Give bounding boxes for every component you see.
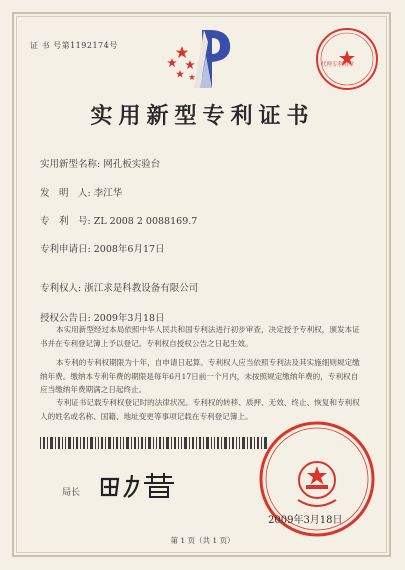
agent-seal-icon [314, 26, 380, 92]
field-label: 发 明 人: [40, 188, 91, 199]
application-date-row [40, 241, 165, 255]
body-paragraph: 专利证书记载专利权登记时的法律状况。专利权的转移、质押、无效、终止、恢复和专利权人的姓名或名称、国籍、地址变更等事项记载在专利登记簿上。 [40, 398, 360, 421]
field-label: 专利申请日: [40, 244, 91, 255]
field-value: 李江华 [93, 188, 123, 199]
director-signature-icon [98, 471, 178, 501]
page-number: 第 1 页（共 1 页） [170, 536, 235, 545]
page-title: 实用新型专利证书 [90, 103, 315, 129]
seal-date: 2009年3月18日 [268, 515, 343, 526]
body-paragraph: 本专利的专利权期限为十年，自申请日起算。专利权人应当依照专利法及其实施细则规定缴纳年费。缴纳本专利年费的期限是每年6月17日前一个月内，未按照规定缴纳年费的，专利权自应当缴纳年费期满之日起终止。 [40, 358, 360, 394]
inventor-row [40, 185, 122, 199]
field-value: 2008年6月17日 [93, 244, 165, 255]
field-label: 实用新型名称: [40, 159, 101, 170]
certificate-number: 证 书 号第1192174号 [30, 41, 118, 50]
patentee-row [40, 280, 198, 294]
body-paragraph: 本实用新型经过本局依照中华人民共和国专利法进行初步审查，决定授予专利权，颁发本证书并在专利登记簿上予以登记。专利权自授权公告之日起生效。 [40, 325, 360, 348]
grant-date-row [40, 310, 165, 324]
field-value: 2009年3月18日 [93, 313, 165, 324]
director-label: 局长 [62, 488, 81, 498]
field-value: 浙江求是科教设备有限公司 [84, 283, 199, 294]
agent-seal-center-text: 代理专利用章 [321, 62, 355, 68]
field-label: 授权公告日: [40, 313, 91, 324]
field-label: 专 利 号: [40, 216, 91, 227]
field-value: ZL 2008 2 0088169.7 [93, 216, 198, 227]
field-value: 网孔板实验台 [103, 159, 161, 170]
field-label: 专利权人: [40, 283, 82, 294]
utility-model-name-row [40, 156, 160, 170]
sipo-logo-icon [160, 22, 240, 92]
barcode-icon [40, 437, 270, 449]
patent-number-row [40, 213, 197, 227]
